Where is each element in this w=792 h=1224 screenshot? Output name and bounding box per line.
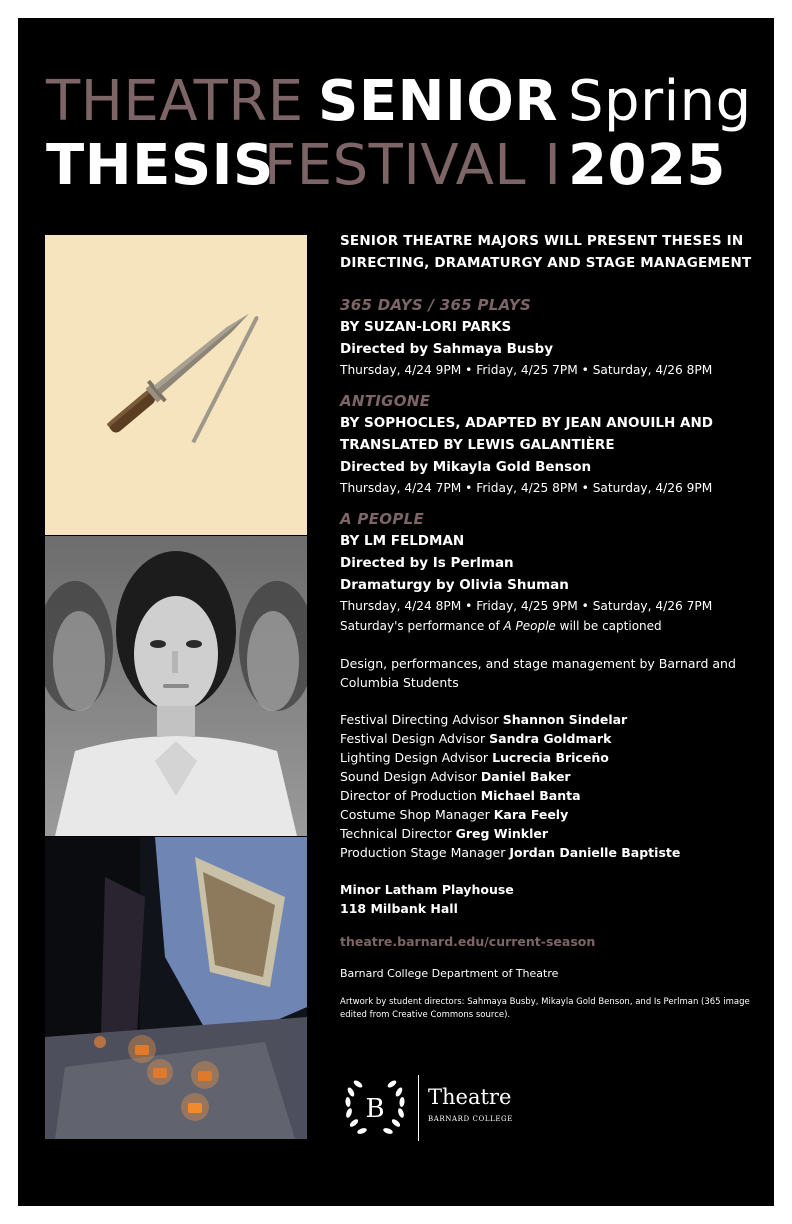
event-details [340,230,760,1022]
credit-line: Costume Shop Manager Kara Feely [340,807,569,822]
logo-letter: B [365,1094,385,1124]
poster [18,18,774,1206]
venue [340,880,760,918]
caption-note: Saturday's performance of A People will be captioned [340,619,662,633]
portrait-image [45,536,307,836]
play-title: A PEOPLE [340,510,425,528]
play-dramaturg: Dramaturgy by Olivia Shuman [340,577,569,593]
credit-line: Production Stage Manager Jordan Danielle Baptiste [340,845,681,860]
title-senior: SENIOR [318,69,559,134]
credit-line: Director of Production Michael Banta [340,788,581,803]
logo-name: Theatre [428,1085,512,1109]
play-director: Directed by Is Perlman [340,555,514,571]
venue-address: 118 Milbank Hall [340,901,458,916]
play-author: BY LM FELDMAN [340,533,465,549]
department-name: Barnard College Department of Theatre [340,967,559,980]
play-director: Directed by Mikayla Gold Benson [340,459,592,475]
title-line-1 [46,70,766,134]
venue-name: Minor Latham Playhouse [340,882,514,897]
play-title: ANTIGONE [340,392,431,410]
credit-line: Festival Directing Advisor Shannon Sindelar [340,712,628,727]
play-dates: Thursday, 4/24 7PM • Friday, 4/25 8PM • Saturday, 4/26 9PM [340,481,713,495]
credits-list [340,710,760,862]
play-365 [340,294,760,380]
design-note: Design, performances, and stage management by Barnard and Columbia Students [340,656,736,690]
laurel-wreath-icon [340,1073,410,1143]
logo-divider [418,1075,419,1141]
play-author: BY SOPHOCLES, ADAPTED BY JEAN ANOUILH AND TRANSLATED BY LEWIS GALANTIÈRE [340,415,713,453]
title-theatre: THEATRE [46,69,304,134]
credit-line: Lighting Design Advisor Lucrecia Briceño [340,750,609,765]
candles-image [45,837,307,1139]
season-link[interactable]: theatre.barnard.edu/current-season [340,934,596,949]
play-a-people [340,508,760,636]
artwork-note: Artwork by student directors: Sahmaya Busby, Mikayla Gold Benson, and Is Perlman (365 image edited from Creative Commons source). [340,997,750,1020]
title-thesis: THESIS [46,133,274,198]
title-spring: Spring [568,69,752,134]
intro-text: SENIOR THEATRE MAJORS WILL PRESENT THESES IN DIRECTING, DRAMATURGY AND STAGE MANAGEMENT [340,233,752,271]
play-director: Directed by Sahmaya Busby [340,341,554,357]
title-line-2 [46,134,766,198]
credit-line: Sound Design Advisor Daniel Baker [340,769,571,784]
play-author: BY SUZAN-LORI PARKS [340,319,512,335]
title-festival: FESTIVAL I [264,133,562,198]
play-antigone [340,390,760,498]
title-year: 2025 [568,133,726,198]
barnard-theatre-logo [340,1073,600,1143]
play-dates: Thursday, 4/24 8PM • Friday, 4/25 9PM • Saturday, 4/26 7PM [340,599,713,613]
logo-subtitle: BARNARD COLLEGE [428,1115,513,1123]
festival-title [46,70,766,198]
play-title: 365 DAYS / 365 PLAYS [340,296,532,314]
credit-line: Festival Design Advisor Sandra Goldmark [340,731,612,746]
knife-image [45,235,307,535]
play-dates: Thursday, 4/24 9PM • Friday, 4/25 7PM • Saturday, 4/26 8PM [340,363,713,377]
credit-line: Technical Director Greg Winkler [340,826,548,841]
